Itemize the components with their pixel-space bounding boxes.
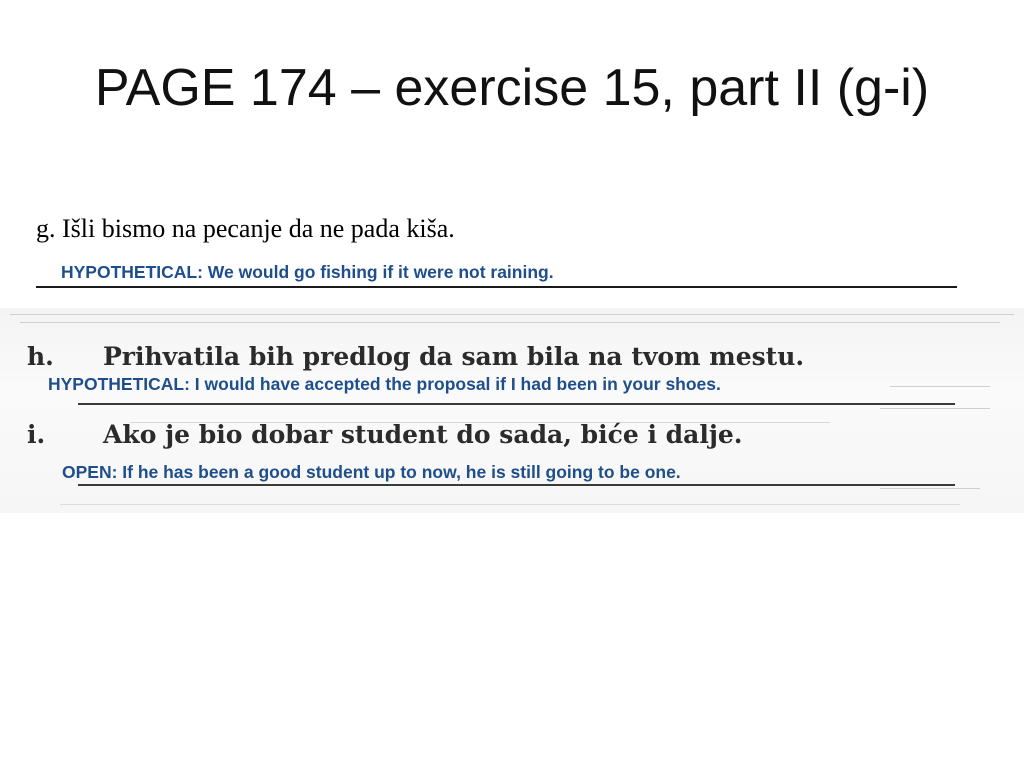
- scan-texture-line: [880, 408, 990, 409]
- exercise-h-answer-line: [78, 403, 955, 405]
- exercise-i-letter: i.: [27, 420, 46, 449]
- exercise-h-sentence: Prihvatila bih predlog da sam bila na tvom mestu.: [103, 342, 805, 371]
- exercise-g-answer-line: [36, 286, 957, 288]
- scan-texture-line: [60, 504, 960, 505]
- exercise-i-answer-line: [78, 484, 955, 486]
- exercise-h-answer: HYPOTHETICAL: I would have accepted the proposal if I had been in your shoes.: [48, 374, 721, 394]
- exercise-h-letter: h.: [27, 342, 54, 371]
- exercise-i-sentence: Ako je bio dobar student do sada, biće i dalje.: [103, 420, 743, 449]
- scan-texture-line: [880, 488, 980, 489]
- exercise-g-answer: HYPOTHETICAL: We would go fishing if it were not raining.: [61, 262, 554, 282]
- scan-texture-line: [890, 386, 990, 387]
- scan-texture-line: [20, 322, 1000, 323]
- slide-title: PAGE 174 – exercise 15, part II (g-i): [94, 59, 930, 117]
- exercise-g-sentence: g. Išli bismo na pecanje da ne pada kiša.: [36, 214, 455, 243]
- scan-texture-line: [10, 314, 1014, 315]
- exercise-i-answer: OPEN: If he has been a good student up to now, he is still going to be one.: [62, 462, 681, 482]
